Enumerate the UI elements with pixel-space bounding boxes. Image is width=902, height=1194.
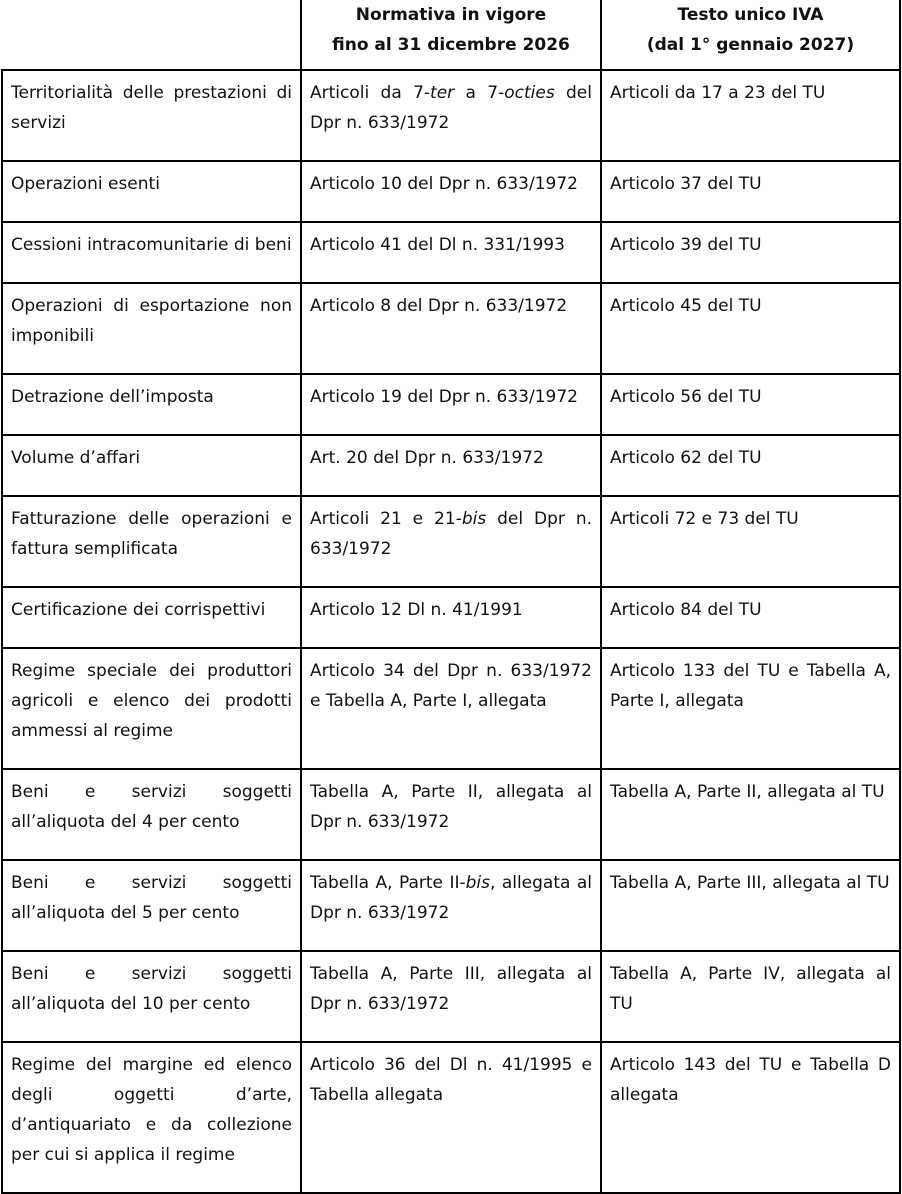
topic-cell: Fatturazione delle operazioni e fattura semplificata xyxy=(2,496,301,587)
topic-cell: Beni e servizi soggetti all’aliquota del 4 per cento xyxy=(2,769,301,860)
header-new-rules-line1: Testo unico IVA xyxy=(677,5,824,25)
old-rule-cell: Articolo 36 del Dl n. 41/1995 e Tabella allegata xyxy=(301,1042,601,1193)
table-row xyxy=(2,769,900,860)
old-rule-cell xyxy=(301,860,601,951)
new-rule-cell: Articolo 45 del TU xyxy=(601,283,900,374)
table-body xyxy=(2,70,900,1193)
table-row xyxy=(2,496,900,587)
new-rule-cell: Articolo 84 del TU xyxy=(601,587,900,648)
old-rule-cell: Art. 20 del Dpr n. 633/1972 xyxy=(301,435,601,496)
old-rule-italic: ter xyxy=(430,83,455,103)
new-rule-cell: Articolo 37 del TU xyxy=(601,161,900,222)
old-rule-cell: Articolo 8 del Dpr n. 633/1972 xyxy=(301,283,601,374)
old-rule-text: , allegata al Dpr n. 633/1972 xyxy=(310,873,593,923)
old-rule-cell: Articolo 34 del Dpr n. 633/1972 e Tabella A, Parte I, allegata xyxy=(301,648,601,769)
topic-cell: Territorialità delle prestazioni di servizi xyxy=(2,70,301,161)
topic-cell: Regime del margine ed elenco degli oggetti d’arte, d’antiquariato e da collezione per cui si applica il regime xyxy=(2,1042,301,1193)
topic-cell: Certificazione dei corrispettivi xyxy=(2,587,301,648)
old-rule-text: Articoli da 7- xyxy=(310,83,431,103)
table-row xyxy=(2,161,900,222)
topic-cell: Beni e servizi soggetti all’aliquota del 5 per cento xyxy=(2,860,301,951)
old-rule-italic: bis xyxy=(461,509,487,529)
new-rule-cell: Articoli 72 e 73 del TU xyxy=(601,496,900,587)
old-rule-cell: Tabella A, Parte II, allegata al Dpr n. 633/1972 xyxy=(301,769,601,860)
table-row xyxy=(2,70,900,161)
old-rule-italic: bis xyxy=(465,873,490,893)
old-rule-cell xyxy=(301,496,601,587)
header-old-rules-line2: fino al 31 dicembre 2026 xyxy=(332,35,570,55)
table-row xyxy=(2,951,900,1042)
table-row xyxy=(2,283,900,374)
header-new-rules-line2: (dal 1° gennaio 2027) xyxy=(646,35,855,55)
new-rule-cell: Tabella A, Parte II, allegata al TU xyxy=(601,769,900,860)
old-rule-italic: octies xyxy=(504,83,555,103)
old-rule-cell: Tabella A, Parte III, allegata al Dpr n. 633/1972 xyxy=(301,951,601,1042)
new-rule-cell: Articoli da 17 a 23 del TU xyxy=(601,70,900,161)
header-topic xyxy=(2,0,301,70)
header-new-rules xyxy=(601,0,900,70)
table-row xyxy=(2,222,900,283)
new-rule-cell: Tabella A, Parte III, allegata al TU xyxy=(601,860,900,951)
header-old-rules xyxy=(301,0,601,70)
old-rule-cell: Articolo 10 del Dpr n. 633/1972 xyxy=(301,161,601,222)
table-row xyxy=(2,435,900,496)
new-rule-cell: Articolo 143 del TU e Tabella D allegata xyxy=(601,1042,900,1193)
table-row xyxy=(2,648,900,769)
old-rule-cell xyxy=(301,70,601,161)
comparison-table xyxy=(1,0,901,1194)
topic-cell: Detrazione dell’imposta xyxy=(2,374,301,435)
new-rule-cell: Articolo 56 del TU xyxy=(601,374,900,435)
old-rule-text: del Dpr n. 633/1972 xyxy=(310,509,592,559)
table-row xyxy=(2,374,900,435)
topic-cell: Beni e servizi soggetti all’aliquota del 10 per cento xyxy=(2,951,301,1042)
new-rule-cell: Articolo 133 del TU e Tabella A, Parte I, allegata xyxy=(601,648,900,769)
old-rule-text: a 7- xyxy=(454,83,505,103)
topic-cell: Operazioni esenti xyxy=(2,161,301,222)
old-rule-text: del Dpr n. 633/1972 xyxy=(310,83,592,133)
old-rule-text: Articoli 21 e 21- xyxy=(310,509,462,529)
old-rule-cell: Articolo 41 del Dl n. 331/1993 xyxy=(301,222,601,283)
new-rule-cell: Articolo 62 del TU xyxy=(601,435,900,496)
topic-cell: Regime speciale dei produttori agricoli e elenco dei prodotti ammessi al regime xyxy=(2,648,301,769)
table-row xyxy=(2,1042,900,1193)
old-rule-text: Tabella A, Parte II- xyxy=(310,873,466,893)
topic-cell: Cessioni intracomunitarie di beni xyxy=(2,222,301,283)
table-header xyxy=(2,0,900,70)
header-old-rules-line1: Normativa in vigore xyxy=(355,5,547,25)
topic-cell: Operazioni di esportazione non imponibili xyxy=(2,283,301,374)
new-rule-cell: Tabella A, Parte IV, allegata al TU xyxy=(601,951,900,1042)
table-row xyxy=(2,860,900,951)
new-rule-cell: Articolo 39 del TU xyxy=(601,222,900,283)
table-row xyxy=(2,587,900,648)
topic-cell: Volume d’affari xyxy=(2,435,301,496)
header-row xyxy=(2,0,900,70)
old-rule-cell: Articolo 12 Dl n. 41/1991 xyxy=(301,587,601,648)
old-rule-cell: Articolo 19 del Dpr n. 633/1972 xyxy=(301,374,601,435)
